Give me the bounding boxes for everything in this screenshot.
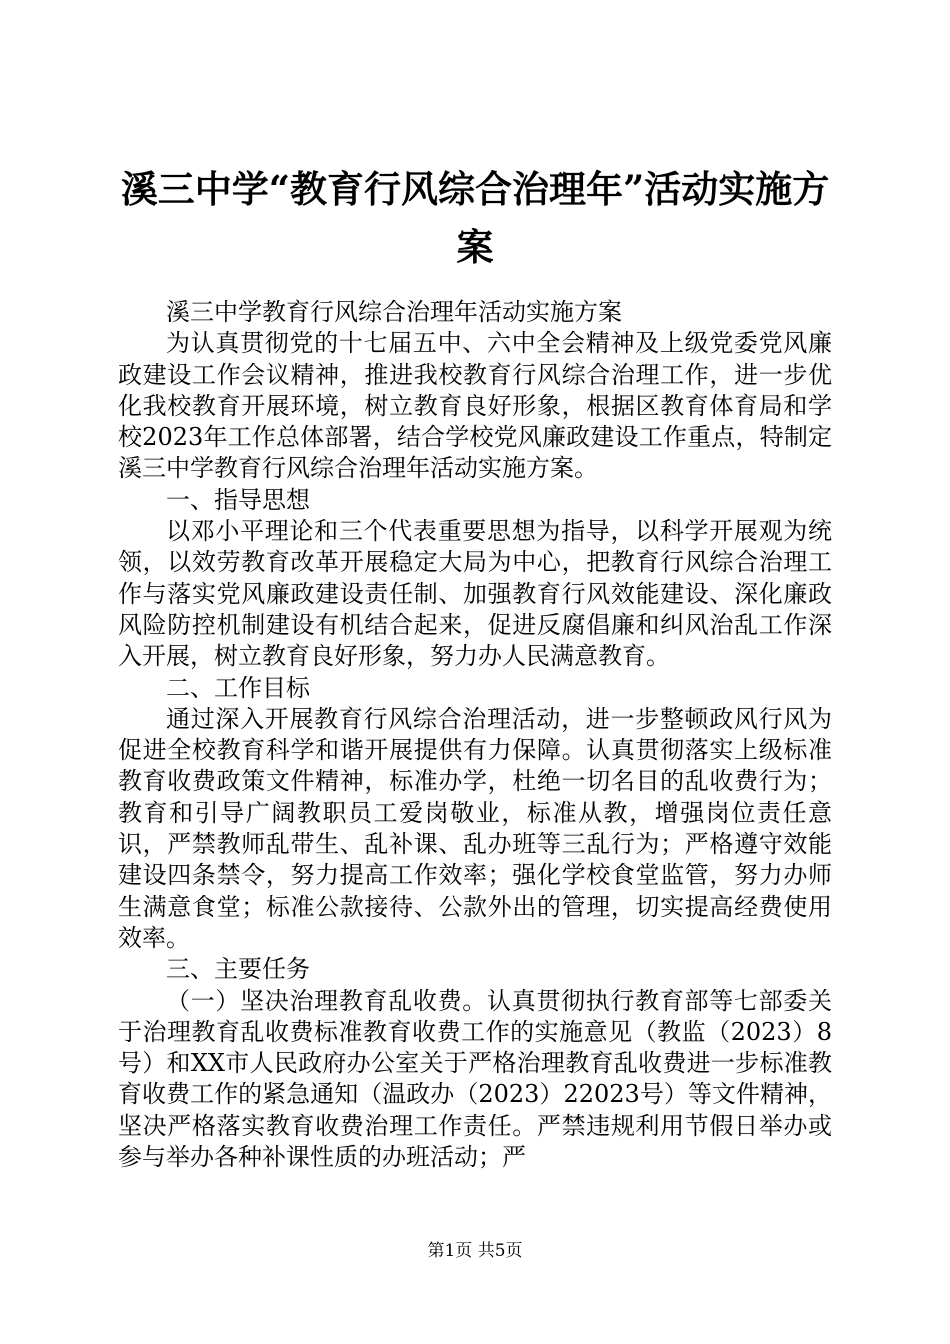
document-title: 溪三中学“教育行风综合治理年”活动实施方案 [120,167,830,269]
main-tasks-paragraph: （一）坚决治理教育乱收费。认真贯彻执行教育部等七部委关于治理教育乱收费标准教育收费工作的实施意见（教监（2023）8号）和XX市人民政府办公室关于严格治理教育乱收费进一步标准教育收费工作的紧急通知（温政办（2023）22023号）等文件精神，坚决严格落实教育收费治理工作责任。严禁违规利用节假日举办或参与举办各种补课性质的办班活动；严 [118,986,832,1172]
guiding-ideology-paragraph: 以邓小平理论和三个代表重要思想为指导，以科学开展观为统领，以效劳教育改革开展稳定大局为中心，把教育行风综合治理工作与落实党风廉政建设责任制、加强教育行风效能建设、深化廉政风险防控机制建设有机结合起来，促进反腐倡廉和纠风治乱工作深入开展，树立教育良好形象，努力办人民满意教育。 [118,517,832,671]
section-heading-work-goals: 二、工作目标 [166,673,310,702]
section-heading-main-tasks: 三、主要任务 [166,955,310,984]
work-goals-paragraph: 通过深入开展教育行风综合治理活动，进一步整顿政风行风为促进全校教育科学和谐开展提供有力保障。认真贯彻落实上级标准教育收费政策文件精神，标准办学，杜绝一切名目的乱收费行为；教育和引导广阔教职员工爱岗敬业，标准从教，增强岗位责任意识，严禁教师乱带生、乱补课、乱办班等三乱行为；严格遵守效能建设四条禁令，努力提高工作效率；强化学校食堂监管，努力办师生满意食堂；标准公款接待、公款外出的管理，切实提高经费使用效率。 [118,704,832,952]
document-body [118,297,832,1173]
section-heading-guiding-ideology: 一、指导思想 [166,485,310,514]
page-indicator: 第1页 共5页 [427,1241,523,1261]
subtitle-paragraph: 溪三中学教育行风综合治理年活动实施方案 [166,298,622,326]
intro-paragraph: 为认真贯彻党的十七届五中、六中全会精神及上级党委党风廉政建设工作会议精神，推进我校教育行风综合治理工作，进一步优化我校教育开展环境，树立教育良好形象，根据区教育体育局和学校2023年工作总体部署，结合学校党风廉政建设工作重点，特制定溪三中学教育行风综合治理年活动实施方案。 [118,329,832,483]
